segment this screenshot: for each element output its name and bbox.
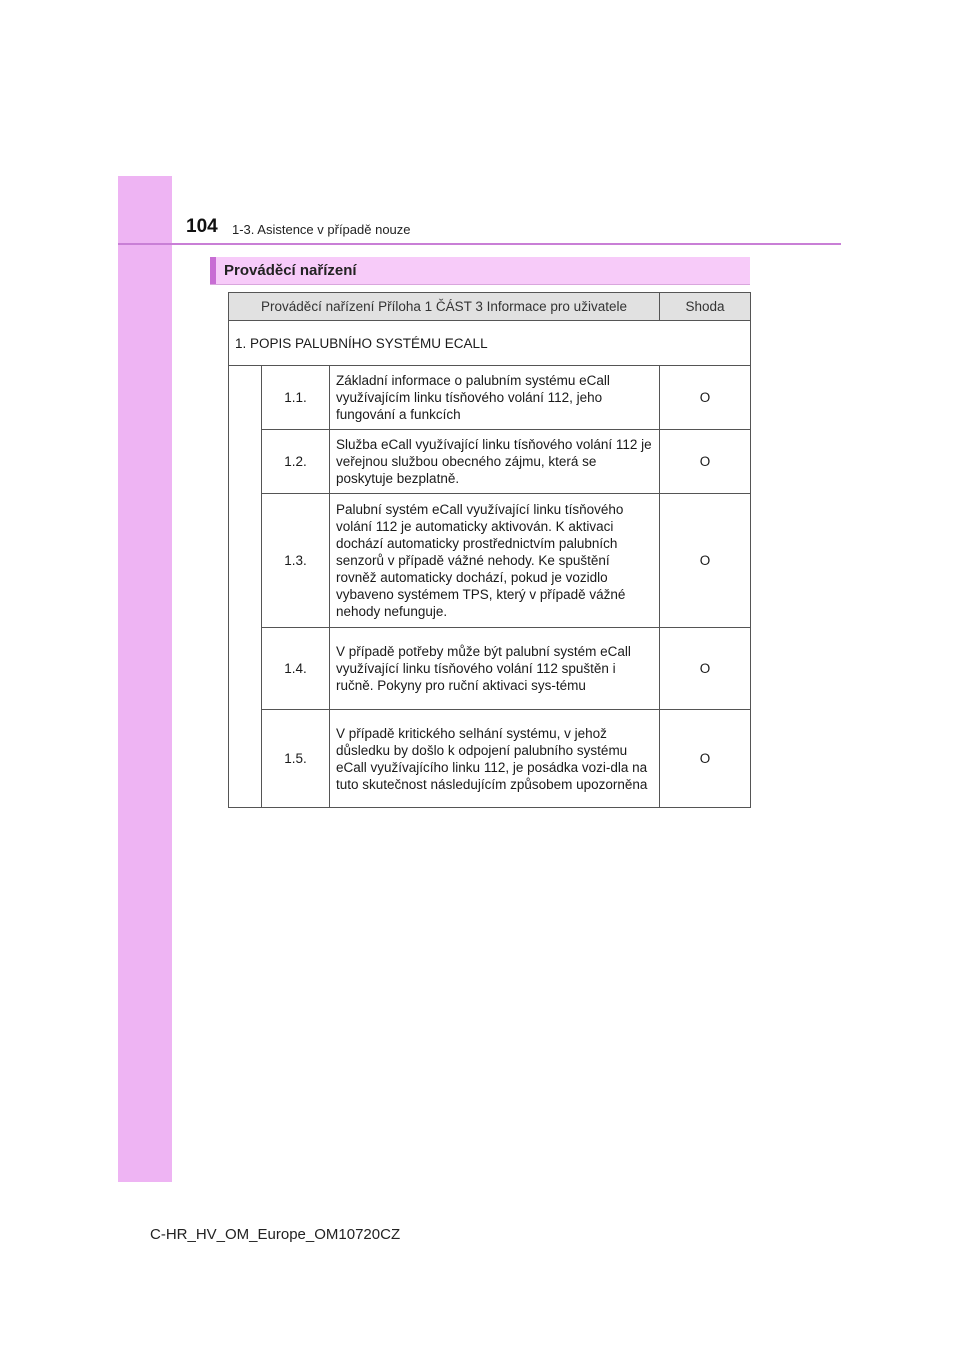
page-number: 104 <box>186 216 218 237</box>
row-shoda: O <box>660 494 751 628</box>
row-number: 1.5. <box>262 710 330 808</box>
table-row <box>229 710 751 808</box>
row-shoda: O <box>660 710 751 808</box>
table-row <box>229 430 751 494</box>
header-divider <box>118 243 841 245</box>
section-title: Prováděcí nařízení <box>224 262 357 279</box>
row-number: 1.2. <box>262 430 330 494</box>
row-text: V případě potřeby může být palubní systém eCall využívající linku tísňového volání 112 spuštěn i ručně. Pokyny pro ruční aktivaci sys-tému <box>330 628 660 710</box>
row-text: Palubní systém eCall využívající linku tísňového volání 112 je automaticky aktivován. K aktivaci dochází automaticky prostřednictvím palubních senzorů v případě vážné nehody. Ke spuštění rovněž automaticky dochází, pokud je vozidlo vybaveno systémem TPS, který v případě vážné nehody nefunguje. <box>330 494 660 628</box>
row-number: 1.1. <box>262 366 330 430</box>
section-accent <box>210 257 216 284</box>
indent-cell <box>229 366 262 808</box>
row-shoda: O <box>660 430 751 494</box>
regulation-table <box>228 292 751 808</box>
section-heading-bar <box>210 257 750 285</box>
row-shoda: O <box>660 366 751 430</box>
row-text: Služba eCall využívající linku tísňového volání 112 je veřejnou službou obecného zájmu, která se poskytuje bezplatně. <box>330 430 660 494</box>
row-shoda: O <box>660 628 751 710</box>
table-row <box>229 628 751 710</box>
header-regulation: Prováděcí nařízení Příloha 1 ČÁST 3 Informace pro uživatele <box>229 293 660 321</box>
section-row-title: 1. POPIS PALUBNÍHO SYSTÉMU ECALL <box>229 321 751 366</box>
header-shoda: Shoda <box>660 293 751 321</box>
chapter-title: 1-3. Asistence v případě nouze <box>232 222 411 237</box>
table-header-row <box>229 293 751 321</box>
table-row <box>229 494 751 628</box>
table-row <box>229 366 751 430</box>
row-text: V případě kritického selhání systému, v jehož důsledku by došlo k odpojení palubního systému eCall využívajícího linku 112, je posádka vozi-dla na tuto skutečnost následujícím způsobem upozorněna <box>330 710 660 808</box>
row-number: 1.4. <box>262 628 330 710</box>
row-text: Základní informace o palubním systému eCall využívajícím linku tísňového volání 112, jeho fungování a funkcích <box>330 366 660 430</box>
row-number: 1.3. <box>262 494 330 628</box>
document-code: C-HR_HV_OM_Europe_OM10720CZ <box>150 1226 401 1243</box>
section-row <box>229 321 751 366</box>
side-tab-bar <box>118 176 172 1182</box>
